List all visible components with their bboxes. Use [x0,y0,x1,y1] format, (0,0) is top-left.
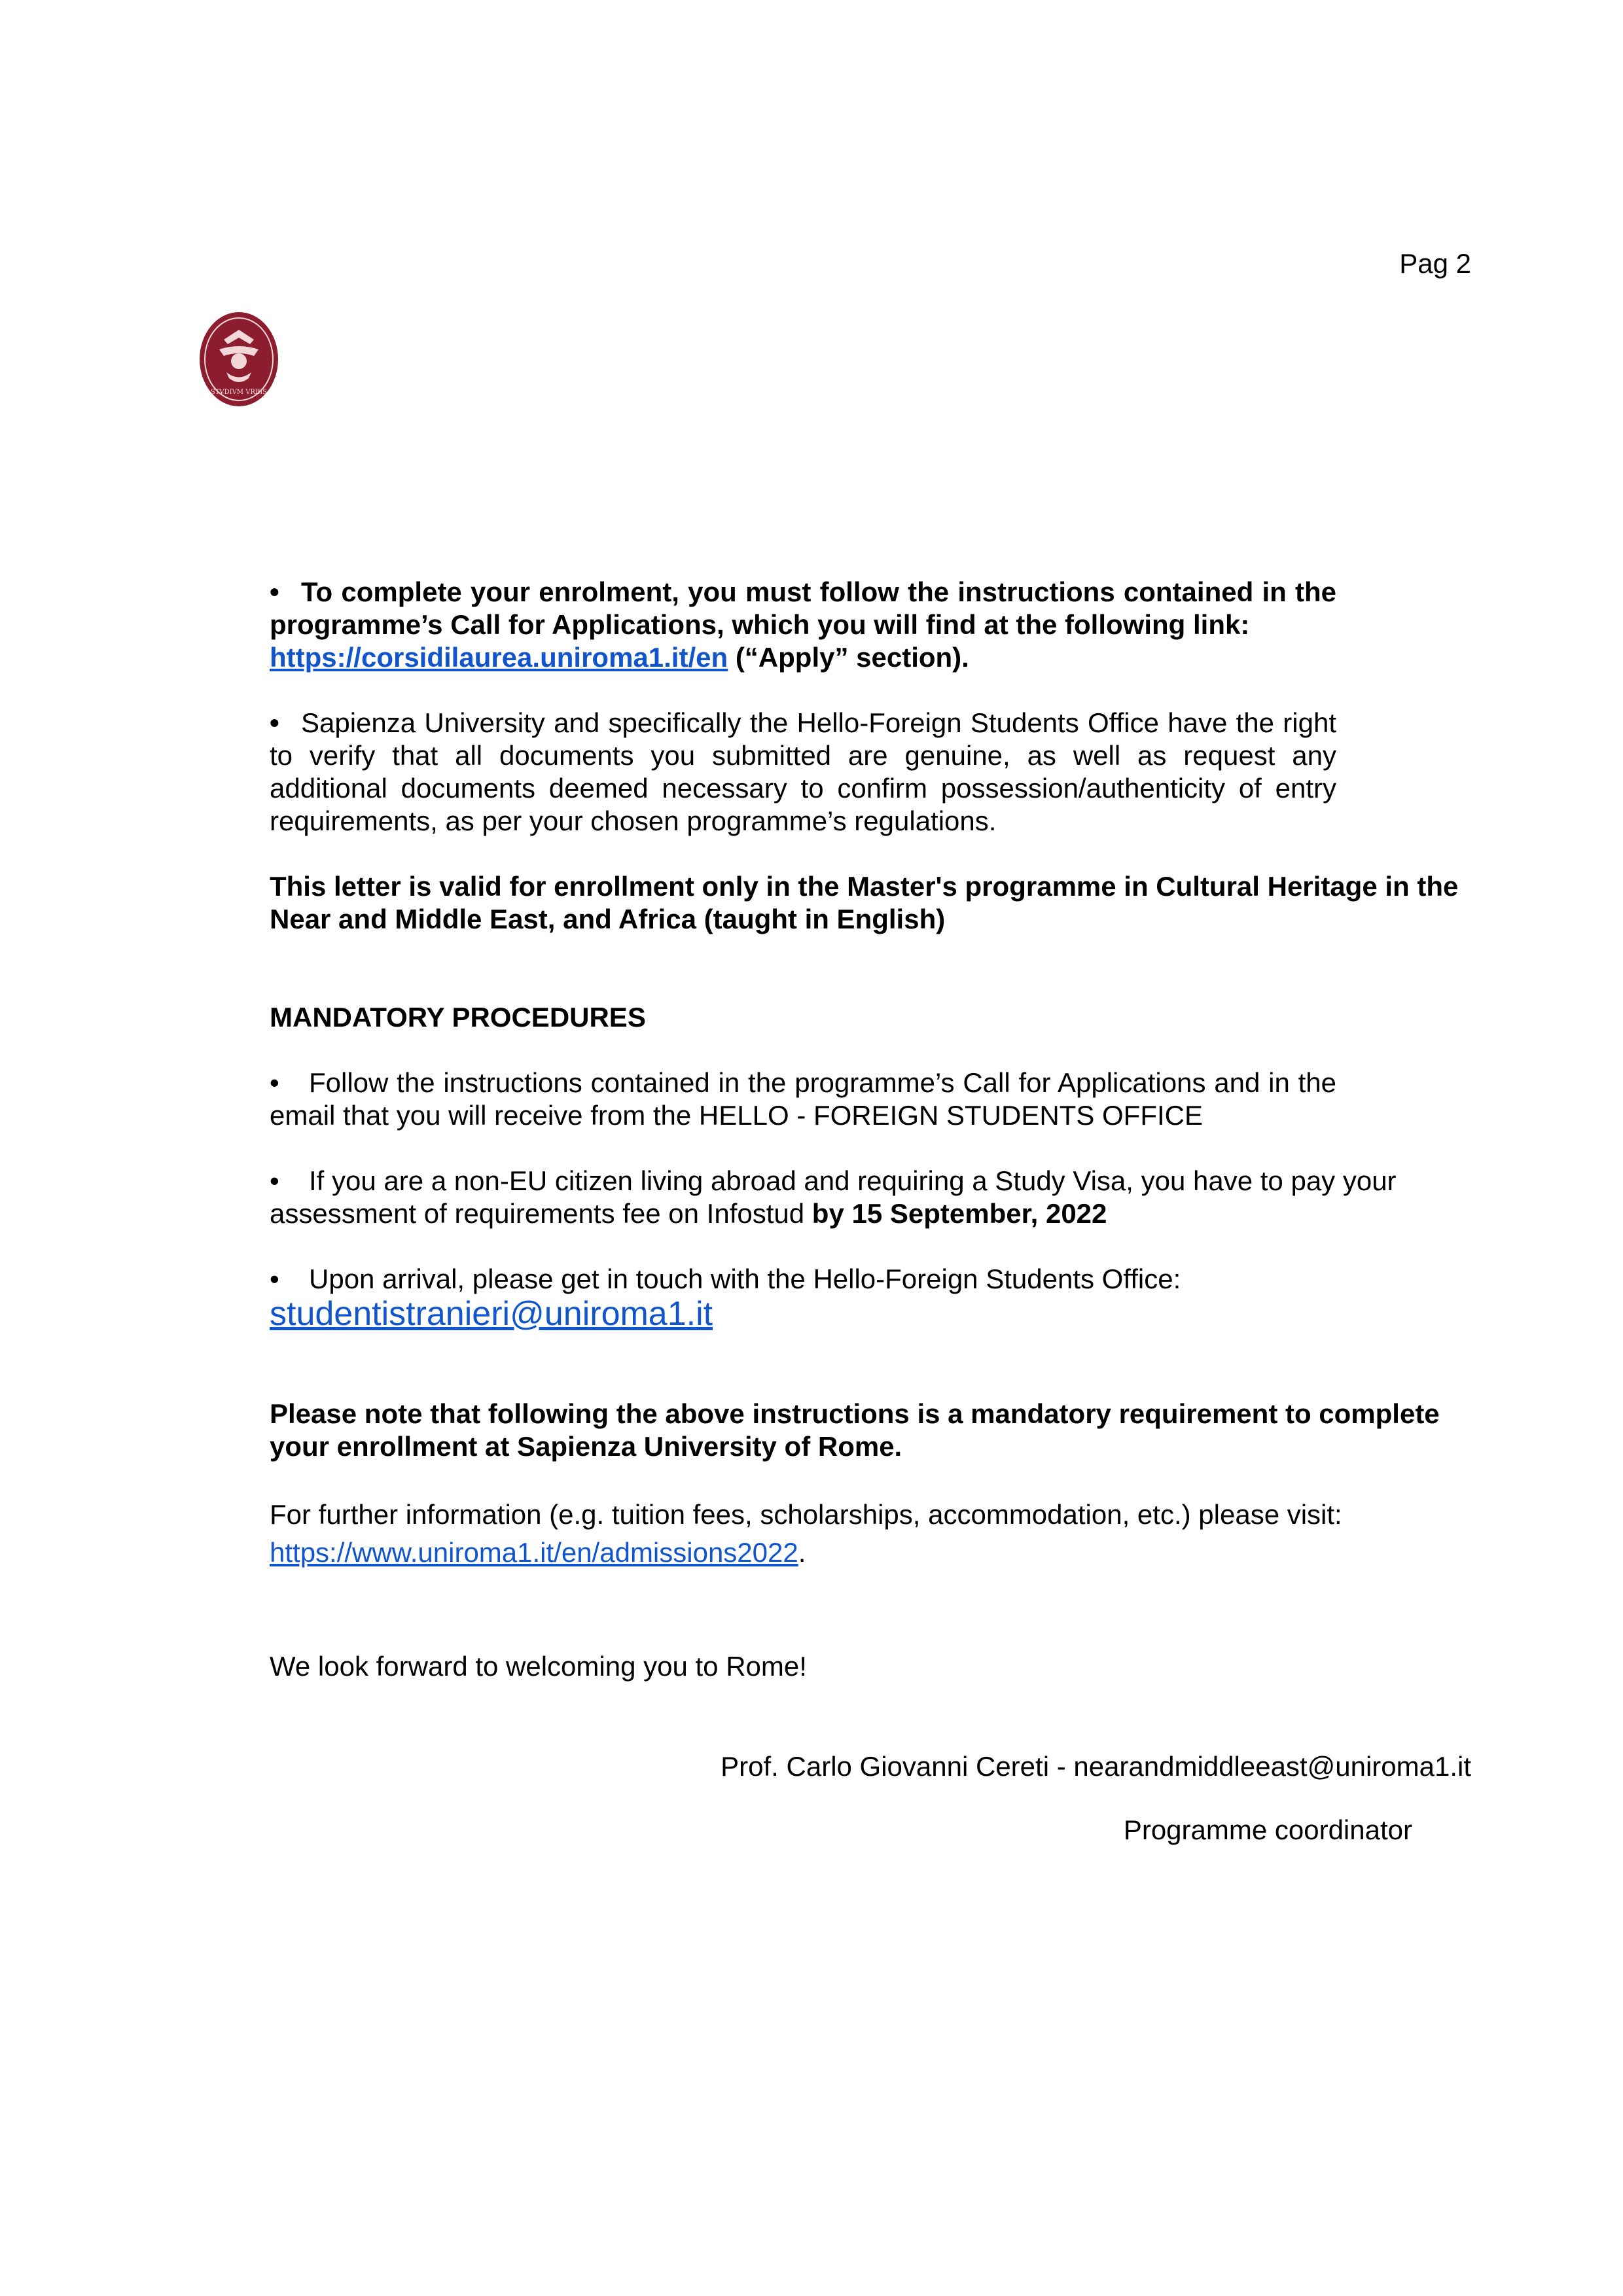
procedure-item-visa-fee: • If you are a non-EU citizen living abroad and requiring a Study Visa, you have to pay your assessment of requirements fee on Infostud by 15 September, 2022 [270,1165,1397,1229]
mandatory-requirement-note: Please note that following the above instructions is a mandatory requirement to complete your enrollment at Sapienza University of Rome. [270,1398,1440,1462]
bullet-icon: • [270,1263,279,1294]
fee-deadline: by 15 September, 2022 [812,1198,1107,1229]
bullet-icon: • [270,576,279,607]
procedure-item-call: • Follow the instructions contained in the programme’s Call for Applications and in the email that you will receive from the HELLO - FOREIGN STUDENTS OFFICE [270,1067,1336,1131]
closing-line: We look forward to welcoming you to Rome! [270,1651,807,1682]
page-number: Pag 2 [1399,248,1471,279]
corsidilaurea-link[interactable]: https://corsidilaurea.uniroma1.it/en [270,642,728,673]
signature-role: Programme coordinator [1123,1814,1412,1845]
document-verification-note: • Sapienza University and specifically the Hello-Foreign Students Office have the right to verify that all documents you submitted are genuine, as well as request any additional documents deemed necessary to confirm possession/authenticity of entry requirements, as per your chosen programme’s regulations. [270,707,1336,836]
bullet-icon: • [270,1067,279,1098]
svg-text:STVDIVM VRBIS: STVDIVM VRBIS [210,389,268,396]
further-information: For further information (e.g. tuition fees, scholarships, accommodation, etc.) please visit: https://www.uniroma1.it/en/admissions2022. [270,1499,1342,1568]
admissions-link[interactable]: https://www.uniroma1.it/en/admissions2022 [270,1537,798,1568]
bullet-icon: • [270,707,279,738]
procedure-item-arrival: • Upon arrival, please get in touch with the Hello-Foreign Students Office: studentistranieri@uniroma1.it [270,1263,1181,1333]
enrolment-instructions: • To complete your enrolment, you must follow the instructions contained in the programme’s Call for Applications, which you will find at the following link: https://corsidilaurea.uniroma1.it/en (“Apply” section). [270,576,1336,673]
signature-line: Prof. Carlo Giovanni Cereti - nearandmiddleeast@uniroma1.it [721,1751,1471,1782]
letter-body [270,576,1467,1683]
validity-note: This letter is valid for enrollment only in the Master's programme in Cultural Heritage in the Near and Middle East, and Africa (taught in English) [270,871,1459,934]
sapienza-seal-logo [198,310,280,408]
mandatory-procedures-heading: MANDATORY PROCEDURES [270,1002,646,1033]
foreign-students-email-link[interactable]: studentistranieri@uniroma1.it [270,1295,713,1333]
bullet-icon: • [270,1165,279,1196]
